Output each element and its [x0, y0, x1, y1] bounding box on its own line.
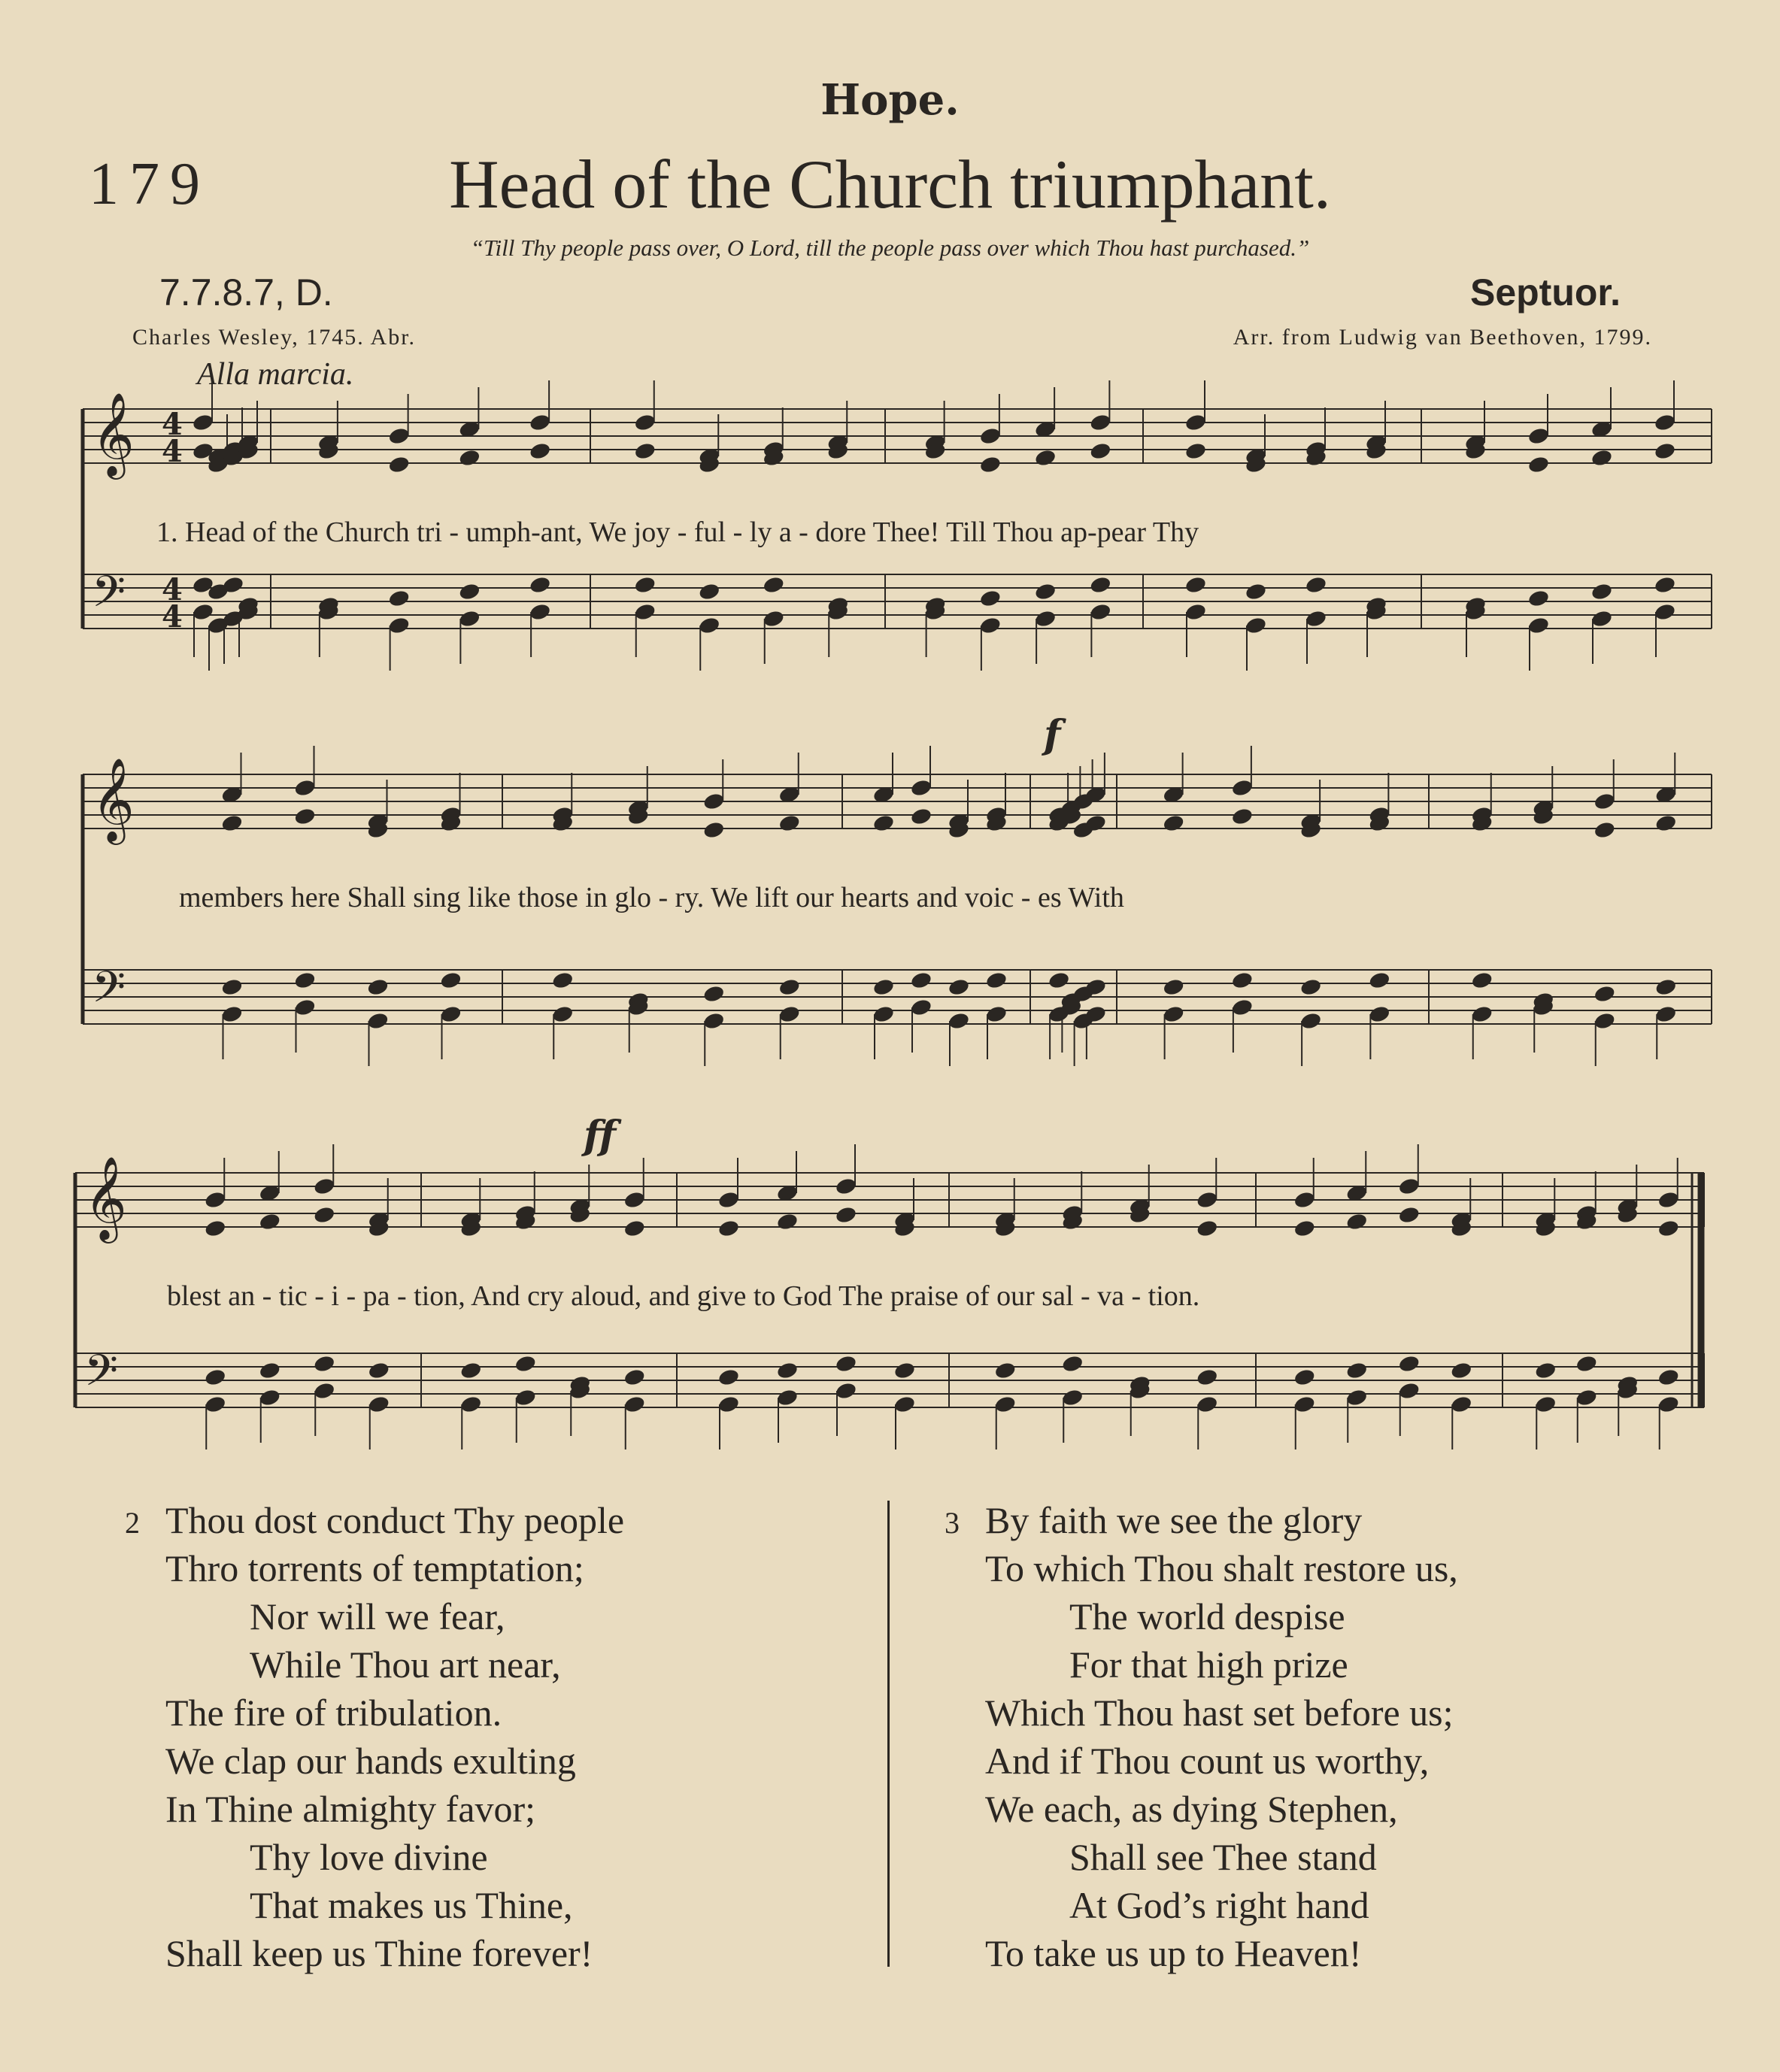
note-head	[1231, 807, 1254, 826]
hymn-title: Head of the Church triumphant.	[449, 146, 1331, 223]
note-head	[623, 1368, 646, 1387]
time-signature-bottom: 4	[162, 434, 183, 469]
note-head	[633, 602, 657, 622]
composer-credit: Arr. from Ludwig van Beethoven, 1799.	[1233, 325, 1652, 350]
note-head	[778, 977, 801, 997]
note-head	[514, 1388, 537, 1407]
note-head	[698, 582, 721, 601]
note-head	[1162, 977, 1185, 997]
bass-clef-icon: 𝄢	[92, 566, 126, 628]
note-head	[258, 1212, 281, 1231]
note-head	[529, 413, 552, 432]
note-head	[1089, 413, 1112, 432]
section-heading: Hope.	[820, 75, 960, 125]
verse-line: By faith we see the glory	[985, 1499, 1363, 1541]
verse-line: While Thou art near,	[250, 1643, 561, 1686]
dynamic-marking: f	[1044, 712, 1061, 758]
note-head	[872, 813, 896, 833]
treble-clef-icon: 𝄞	[92, 392, 135, 476]
note-head	[1534, 1395, 1557, 1414]
note-head	[1162, 813, 1185, 833]
note-head	[1527, 426, 1551, 446]
treble-clef-icon: 𝄞	[84, 1156, 127, 1240]
note-head	[985, 971, 1008, 990]
note-head	[192, 413, 215, 432]
verse-line: Which Thou hast set before us;	[985, 1692, 1454, 1734]
note-head	[1184, 441, 1208, 461]
note-head	[458, 609, 481, 629]
note-head	[367, 1395, 390, 1414]
note-head	[893, 1395, 917, 1414]
note-head	[1245, 616, 1268, 635]
note-head	[1590, 448, 1614, 468]
time-signature-bottom: 4	[162, 599, 183, 635]
verse-line: And if Thou count us worthy,	[985, 1740, 1430, 1782]
note-head	[1162, 1004, 1185, 1024]
verse-line: Shall keep us Thine forever!	[165, 1932, 593, 1974]
note-head	[776, 1212, 799, 1231]
note-head	[872, 1004, 896, 1024]
note-head	[529, 441, 552, 461]
note-head	[366, 977, 390, 997]
note-head	[387, 426, 411, 446]
note-head	[458, 582, 481, 601]
verse-line: That makes us Thine,	[250, 1884, 573, 1926]
note-head	[1593, 984, 1616, 1004]
note-head	[514, 1354, 537, 1374]
note-head	[1368, 971, 1391, 990]
tune-name: Septuor.	[1469, 271, 1621, 314]
author-credit: Charles Wesley, 1745. Abr.	[132, 325, 417, 350]
note-head	[1293, 1368, 1316, 1387]
epigraph: “Till Thy people pass over, O Lord, till the people pass over which Thou hast purchased.”	[470, 235, 1310, 261]
note-head	[258, 1388, 281, 1407]
note-head	[993, 1395, 1017, 1414]
verse-line: In Thine almighty favor;	[165, 1788, 536, 1830]
verse-line: The world despise	[1069, 1595, 1345, 1637]
note-head	[717, 1190, 741, 1210]
note-head	[1061, 1354, 1084, 1374]
note-head	[313, 1177, 336, 1196]
note-head	[1345, 1388, 1369, 1407]
verse-3	[945, 1496, 1458, 1977]
note-head	[1299, 977, 1323, 997]
treble-clef-icon: 𝄞	[92, 757, 135, 841]
note-head	[220, 813, 244, 833]
note-head	[1654, 575, 1677, 595]
note-head	[1593, 820, 1616, 840]
note-head	[1196, 1395, 1219, 1414]
note-head	[1196, 1368, 1219, 1387]
note-head	[1368, 1004, 1391, 1024]
note-head	[623, 1219, 646, 1238]
meter: 7.7.8.7, D.	[159, 271, 333, 314]
note-head	[1527, 455, 1551, 474]
note-head	[835, 1354, 858, 1374]
note-head	[979, 455, 1002, 474]
note-head	[459, 1395, 483, 1414]
note-head	[1657, 1395, 1680, 1414]
note-head	[529, 602, 552, 622]
note-head	[1034, 582, 1057, 601]
note-head	[1450, 1361, 1473, 1380]
note-head	[993, 1361, 1017, 1380]
note-head	[702, 820, 726, 840]
note-head	[204, 1190, 227, 1210]
note-head	[551, 1004, 575, 1024]
note-head	[1184, 575, 1208, 595]
note-head	[776, 1388, 799, 1407]
note-head	[313, 1205, 336, 1225]
note-head	[1575, 1354, 1598, 1374]
note-head	[293, 998, 317, 1017]
note-head	[835, 1177, 858, 1196]
note-head	[1231, 778, 1254, 798]
verse-line: Thou dost conduct Thy people	[165, 1499, 625, 1541]
note-head	[1590, 582, 1614, 601]
note-head	[1305, 609, 1328, 629]
note-head	[1245, 582, 1268, 601]
note-head	[1654, 602, 1677, 622]
note-head	[1397, 1177, 1421, 1196]
note-head	[192, 602, 215, 622]
note-head	[366, 1011, 390, 1031]
note-head	[948, 1011, 971, 1031]
note-head	[1534, 1361, 1557, 1380]
note-head	[1575, 1388, 1598, 1407]
note-head	[313, 1381, 336, 1401]
note-head	[778, 813, 801, 833]
note-head	[985, 1004, 1008, 1024]
note-head	[762, 575, 785, 595]
note-head	[367, 1361, 390, 1380]
note-head	[910, 971, 933, 990]
note-head	[1089, 602, 1112, 622]
note-head	[1593, 1011, 1616, 1031]
note-head	[778, 1004, 801, 1024]
time-signature-top: 4	[162, 407, 183, 442]
note-head	[1470, 1004, 1493, 1024]
note-head	[387, 589, 411, 608]
note-head	[293, 778, 317, 798]
bass-clef-icon: 𝄢	[84, 1345, 119, 1407]
note-head	[910, 778, 933, 798]
lyrics-line-2: members here Shall sing like those in glo - ry. We lift our hearts and voic - es With	[179, 882, 1124, 913]
note-head	[835, 1381, 858, 1401]
note-head	[623, 1395, 646, 1414]
verse-divider	[887, 1501, 890, 1967]
note-head	[872, 977, 896, 997]
note-head	[1231, 998, 1254, 1017]
note-head	[293, 971, 317, 990]
note-head	[387, 616, 411, 635]
note-head	[1654, 413, 1677, 432]
note-head	[1593, 792, 1616, 811]
note-head	[1196, 1219, 1219, 1238]
note-head	[910, 807, 933, 826]
note-head	[204, 1395, 227, 1414]
note-head	[1527, 616, 1551, 635]
lyrics-line-1: 1. Head of the Church tri - umph-ant, We joy - ful - ly a - dore Thee! Till Thou ap-pear Thy	[156, 516, 1199, 548]
note-head	[258, 1361, 281, 1380]
note-head	[1345, 1212, 1369, 1231]
note-head	[1654, 1004, 1678, 1024]
note-head	[1657, 1219, 1680, 1238]
note-head	[1184, 602, 1208, 622]
note-head	[1061, 1388, 1084, 1407]
note-head	[551, 971, 575, 990]
note-head	[1299, 1011, 1323, 1031]
note-head	[313, 1354, 336, 1374]
hymn-number: 179	[89, 151, 211, 217]
note-head	[1293, 1190, 1316, 1210]
note-head	[717, 1368, 741, 1387]
note-head	[762, 609, 785, 629]
note-head	[979, 426, 1002, 446]
note-head	[633, 441, 657, 461]
note-head	[1397, 1381, 1421, 1401]
note-head	[1470, 971, 1493, 990]
note-head	[1654, 441, 1677, 461]
note-head	[948, 977, 971, 997]
note-head	[835, 1205, 858, 1225]
note-head	[1034, 448, 1057, 468]
note-head	[1527, 589, 1551, 608]
note-head	[1184, 413, 1208, 432]
verse-2	[125, 1496, 624, 1977]
verse-number: 2	[125, 1506, 140, 1540]
verse-line: For that high prize	[1069, 1643, 1348, 1686]
verse-line: We clap our hands exulting	[165, 1740, 576, 1782]
note-head	[702, 792, 726, 811]
note-head	[698, 616, 721, 635]
note-head	[717, 1395, 741, 1414]
note-head	[458, 448, 481, 468]
verse-line: The fire of tribulation.	[165, 1692, 502, 1734]
note-head	[220, 977, 244, 997]
note-head	[220, 1004, 244, 1024]
note-head	[1231, 971, 1254, 990]
note-head	[702, 1011, 726, 1031]
note-head	[979, 589, 1002, 608]
note-head	[1048, 971, 1071, 990]
verse-line: Nor will we fear,	[250, 1595, 505, 1637]
verse-line: We each, as dying Stephen,	[985, 1788, 1398, 1830]
note-head	[1657, 1190, 1680, 1210]
verse-line: Thy love divine	[250, 1836, 488, 1878]
verse-number: 3	[945, 1506, 960, 1540]
note-head	[717, 1219, 741, 1238]
note-head	[1450, 1395, 1473, 1414]
verse-line: To which Thou shalt restore us,	[985, 1547, 1458, 1589]
verse-line: At God’s right hand	[1069, 1884, 1369, 1926]
note-head	[204, 1368, 227, 1387]
note-head	[1034, 609, 1057, 629]
note-head	[1590, 609, 1614, 629]
note-head	[1654, 813, 1678, 833]
note-head	[702, 984, 726, 1004]
note-head	[1345, 1361, 1369, 1380]
verse-line: To take us up to Heaven!	[985, 1932, 1362, 1974]
note-head	[893, 1361, 917, 1380]
note-head	[910, 998, 933, 1017]
note-head	[529, 575, 552, 595]
note-head	[1397, 1205, 1421, 1225]
note-head	[1293, 1395, 1316, 1414]
note-head	[439, 971, 462, 990]
note-head	[776, 1361, 799, 1380]
note-head	[1089, 575, 1112, 595]
bass-clef-icon: 𝄢	[92, 962, 126, 1023]
note-head	[623, 1190, 646, 1210]
note-head	[979, 616, 1002, 635]
verse-line: Shall see Thee stand	[1069, 1836, 1377, 1878]
dynamic-marking: ff	[584, 1113, 617, 1159]
note-head	[633, 413, 657, 432]
note-head	[439, 1004, 462, 1024]
note-head	[1196, 1190, 1219, 1210]
time-signature-top: 4	[162, 572, 183, 607]
note-head	[1397, 1354, 1421, 1374]
note-head	[387, 455, 411, 474]
note-head	[1305, 575, 1328, 595]
note-head	[459, 1361, 483, 1380]
note-head	[293, 807, 317, 826]
note-head	[1657, 1368, 1680, 1387]
note-head	[1089, 441, 1112, 461]
note-head	[1654, 977, 1678, 997]
lyrics-line-3: blest an - tic - i - pa - tion, And cry aloud, and give to God The praise of our sal - va - tion.	[167, 1280, 1200, 1312]
note-head	[633, 575, 657, 595]
verse-line: Thro torrents of temptation;	[165, 1547, 584, 1589]
tempo-marking: Alla marcia.	[197, 357, 354, 392]
note-head	[204, 1219, 227, 1238]
note-head	[1293, 1219, 1316, 1238]
